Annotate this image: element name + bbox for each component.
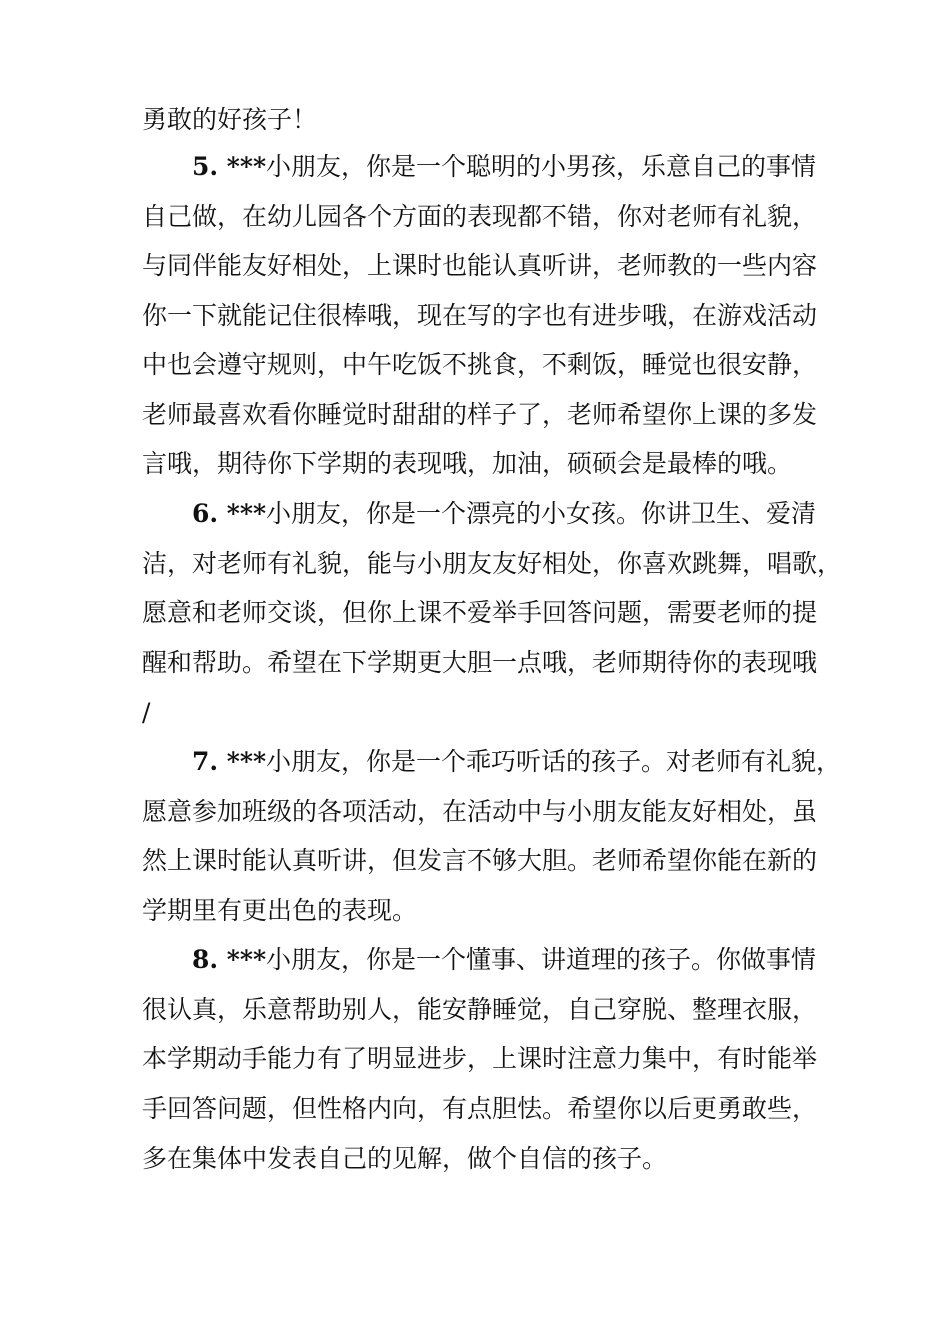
paragraph-line: 手回答问题，但性格内向，有点胆怯。希望你以后更勇敢些， (142, 1094, 818, 1123)
paragraph-first-line (192, 498, 847, 530)
item-number: 5. *** (192, 152, 267, 181)
paragraph-line: 愿意参加班级的各项活动，在活动中与小朋友能友好相处，虽 (142, 797, 818, 826)
paragraph-line: 愿意和老师交谈，但你上课不爱举手回答问题，需要老师的提 (142, 598, 818, 627)
paragraph-line: 本学期动手能力有了明显进步，上课时注意力集中，有时能举 (142, 1044, 818, 1073)
paragraph-line: 老师最喜欢看你睡觉时甜甜的样子了，老师希望你上课的多发 (142, 400, 818, 429)
paragraph-first-line (192, 944, 847, 976)
paragraph-first-line (192, 746, 847, 778)
paragraph-line: 与同伴能友好相处，上课时也能认真听讲，老师教的一些内容 (142, 251, 818, 280)
paragraph-line: 多在集体中发表自己的见解，做个自信的孩子。 (142, 1144, 668, 1173)
paragraph-line: 很认真，乐意帮助别人，能安静睡觉，自己穿脱、整理衣服， (142, 995, 818, 1024)
paragraph-line: 自己做，在幼儿园各个方面的表现都不错，你对老师有礼貌， (142, 202, 818, 231)
paragraph-line: 洁，对老师有礼貌，能与小朋友友好相处，你喜欢跳舞，唱歌， (142, 549, 843, 578)
paragraph-line: / (142, 698, 151, 727)
item-number: 8. *** (192, 945, 267, 974)
paragraph-text: 小朋友，你是一个漂亮的小女孩。你讲卫生、爱清 (266, 499, 817, 528)
paragraph-line: 勇敢的好孩子！ (142, 105, 318, 134)
paragraph-text: 小朋友，你是一个懂事、讲道理的孩子。你做事情 (266, 945, 817, 974)
paragraph-text: 小朋友，你是一个乖巧听话的孩子。对老师有礼貌， (266, 747, 842, 776)
paragraph-line: 醒和帮助。希望在下学期更大胆一点哦，老师期待你的表现哦 (142, 648, 818, 677)
paragraph-text: 小朋友，你是一个聪明的小男孩，乐意自己的事情 (266, 152, 817, 181)
paragraph-first-line (192, 151, 847, 183)
paragraph-line: 言哦，期待你下学期的表现哦，加油，硕硕会是最棒的哦。 (142, 449, 793, 478)
paragraph-line: 中也会遵守规则，中午吃饭不挑食，不剩饭，睡觉也很安静， (142, 350, 818, 379)
item-number: 7. *** (192, 747, 267, 776)
paragraph-line: 然上课时能认真听讲，但发言不够大胆。老师希望你能在新的 (142, 846, 818, 875)
paragraph-line: 学期里有更出色的表现。 (142, 896, 418, 925)
item-number: 6. *** (192, 499, 267, 528)
paragraph-line: 你一下就能记住很棒哦，现在写的字也有进步哦，在游戏活动 (142, 301, 818, 330)
